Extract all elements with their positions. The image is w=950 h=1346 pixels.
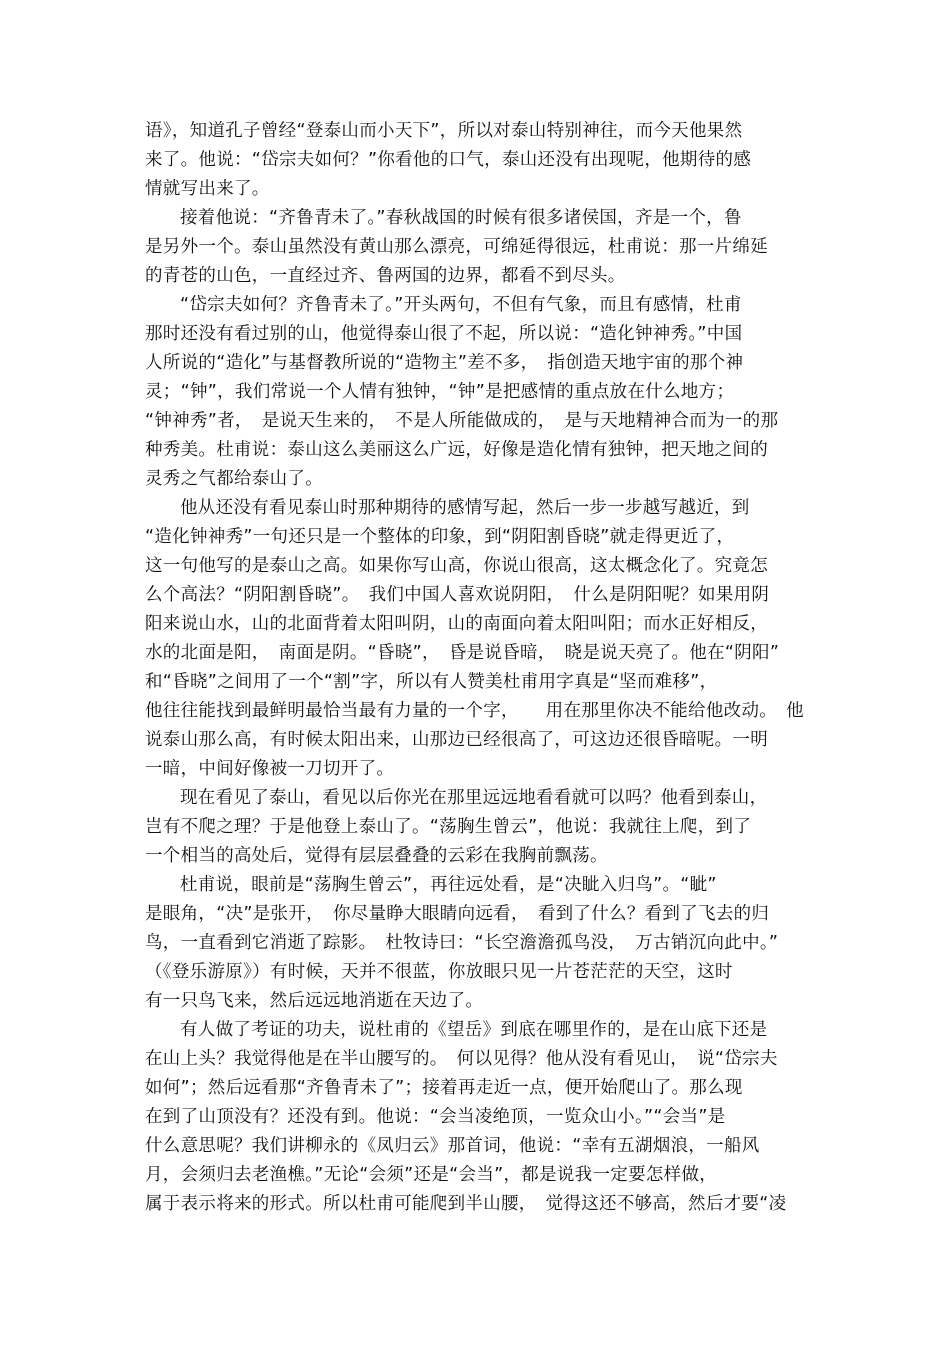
text-line: 属于表示将来的形式。所以杜甫可能爬到半山腰， 觉得这还不够高，然后才要“凌 — [145, 1194, 787, 1214]
text-line: 灵；“钟”，我们常说一个人情有独钟，“钟”是把感情的重点放在什么地方； — [145, 382, 735, 402]
text-line: 这一句他写的是泰山之高。如果你写山高，你说山很高，这太概念化了。究竟怎 — [145, 556, 768, 576]
paragraph-first-line: 现在看见了泰山，看见以后你光在那里远远地看看就可以吗？他看到泰山， — [180, 788, 768, 808]
paragraph-first-line: 他从还没有看见泰山时那种期待的感情写起，然后一步一步越写越近，到 — [180, 498, 750, 518]
text-line: 的青苍的山色，一直经过齐、鲁两国的边界，都看不到尽头。 — [145, 266, 626, 286]
text-line: 情就写出来了。 — [145, 179, 270, 199]
text-line: （《登乐游原》）有时候，天并不很蓝，你放眼只见一片苍茫茫的天空，这时 — [145, 962, 733, 982]
text-line: “钟神秀”者， 是说天生来的， 不是人所能做成的， 是与天地精神合而为一的那 — [145, 411, 779, 431]
text-line: 阳来说山水，山的北面背着太阳叫阴，山的南面向着太阳叫阳；而水正好相反， — [145, 614, 768, 634]
text-line: 说泰山那么高，有时候太阳出来，山那边已经很高了，可这边还很昏暗呢。一明 — [145, 730, 768, 750]
text-line: 一暗，中间好像被一刀切开了。 — [145, 759, 395, 779]
text-line: 是眼角，“决”是张开， 你尽量睁大眼睛向远看， 看到了什么？看到了飞去的归 — [145, 904, 770, 924]
text-line: 在山上头？我觉得他是在半山腰写的。 何以见得？他从没有看见山， 说“岱宗夫 — [145, 1049, 778, 1069]
text-line: 是另外一个。泰山虽然没有黄山那么漂亮，可绵延得很远，杜甫说：那一片绵延 — [145, 237, 768, 257]
paragraph-first-line: “岱宗夫如何？齐鲁青未了。”开头两句，不但有气象，而且有感情，杜甫 — [180, 295, 742, 315]
text-line: “造化钟神秀”一句还只是一个整体的印象，到“阴阳割昏晓”就走得更近了， — [145, 527, 735, 547]
text-line: 水的北面是阳， 南面是阴。“昏晓”， 昏是说昏暗， 晓是说天亮了。他在“阴阳” — [145, 643, 780, 663]
text-line: 月，会须归去老渔樵。”无论“会须”还是“会当”，都是说我一定要怎样做， — [145, 1165, 718, 1185]
paragraph-first-line: 有人做了考证的功夫，说杜甫的《望岳》到底在哪里作的，是在山底下还是 — [180, 1020, 768, 1040]
text-line: 有一只鸟飞来，然后远远地消逝在天边了。 — [145, 991, 484, 1011]
article-body — [145, 117, 815, 1219]
text-line: 种秀美。杜甫说：泰山这么美丽这么广远，好像是造化情有独钟，把天地之间的 — [145, 440, 768, 460]
text-line: 什么意思呢？我们讲柳永的《凤归云》那首词，他说：“幸有五湖烟浪，一船风 — [145, 1136, 760, 1156]
text-line: 一个相当的高处后，觉得有层层叠叠的云彩在我胸前飘荡。 — [145, 846, 608, 866]
text-line: 如何”；然后远看那“齐鲁青未了”；接着再走近一点，便开始爬山了。那么现 — [145, 1078, 743, 1098]
text-line: 人所说的“造化”与基督教所说的“造物主”差不多， 指创造天地宇宙的那个神 — [145, 353, 744, 373]
text-line: 在到了山顶没有？还没有到。他说：“会当凌绝顶，一览众山小。”“会当”是 — [145, 1107, 726, 1127]
text-line: 那时还没有看过别的山，他觉得泰山很了不起，所以说：“造化钟神秀。”中国 — [145, 324, 743, 344]
text-line: 他往往能找到最鲜明最恰当最有力量的一个字， 用在那里你决不能给他改动。 他 — [145, 701, 804, 721]
text-line: 么个高法？“阴阳割昏晓”。 我们中国人喜欢说阴阳， 什么是阴阳呢？如果用阴 — [145, 585, 770, 605]
text-line: 语》，知道孔子曾经“登泰山而小天下”，所以对泰山特别神往，而今天他果然 — [145, 121, 743, 141]
text-line: 灵秀之气都给泰山了。 — [145, 469, 323, 489]
paragraph-first-line: 接着他说：“齐鲁青未了。”春秋战国的时候有很多诸侯国，齐是一个，鲁 — [180, 208, 742, 228]
text-line: 来了。他说：“岱宗夫如何？”你看他的口气，泰山还没有出现呢，他期待的感 — [145, 150, 752, 170]
text-line: 和“昏晓”之间用了一个“割”字，所以有人赞美杜甫用字真是“坚而难移”， — [145, 672, 718, 692]
text-line: 鸟，一直看到它消逝了踪影。 杜牧诗曰：“长空澹澹孤鸟没， 万古销沉向此中。” — [145, 933, 779, 953]
paragraph-first-line: 杜甫说，眼前是“荡胸生曾云”，再往远处看，是“决眦入归鸟”。“眦” — [180, 875, 717, 895]
text-line: 岂有不爬之理？于是他登上泰山了。“荡胸生曾云”，他说：我就往上爬，到了 — [145, 817, 752, 837]
